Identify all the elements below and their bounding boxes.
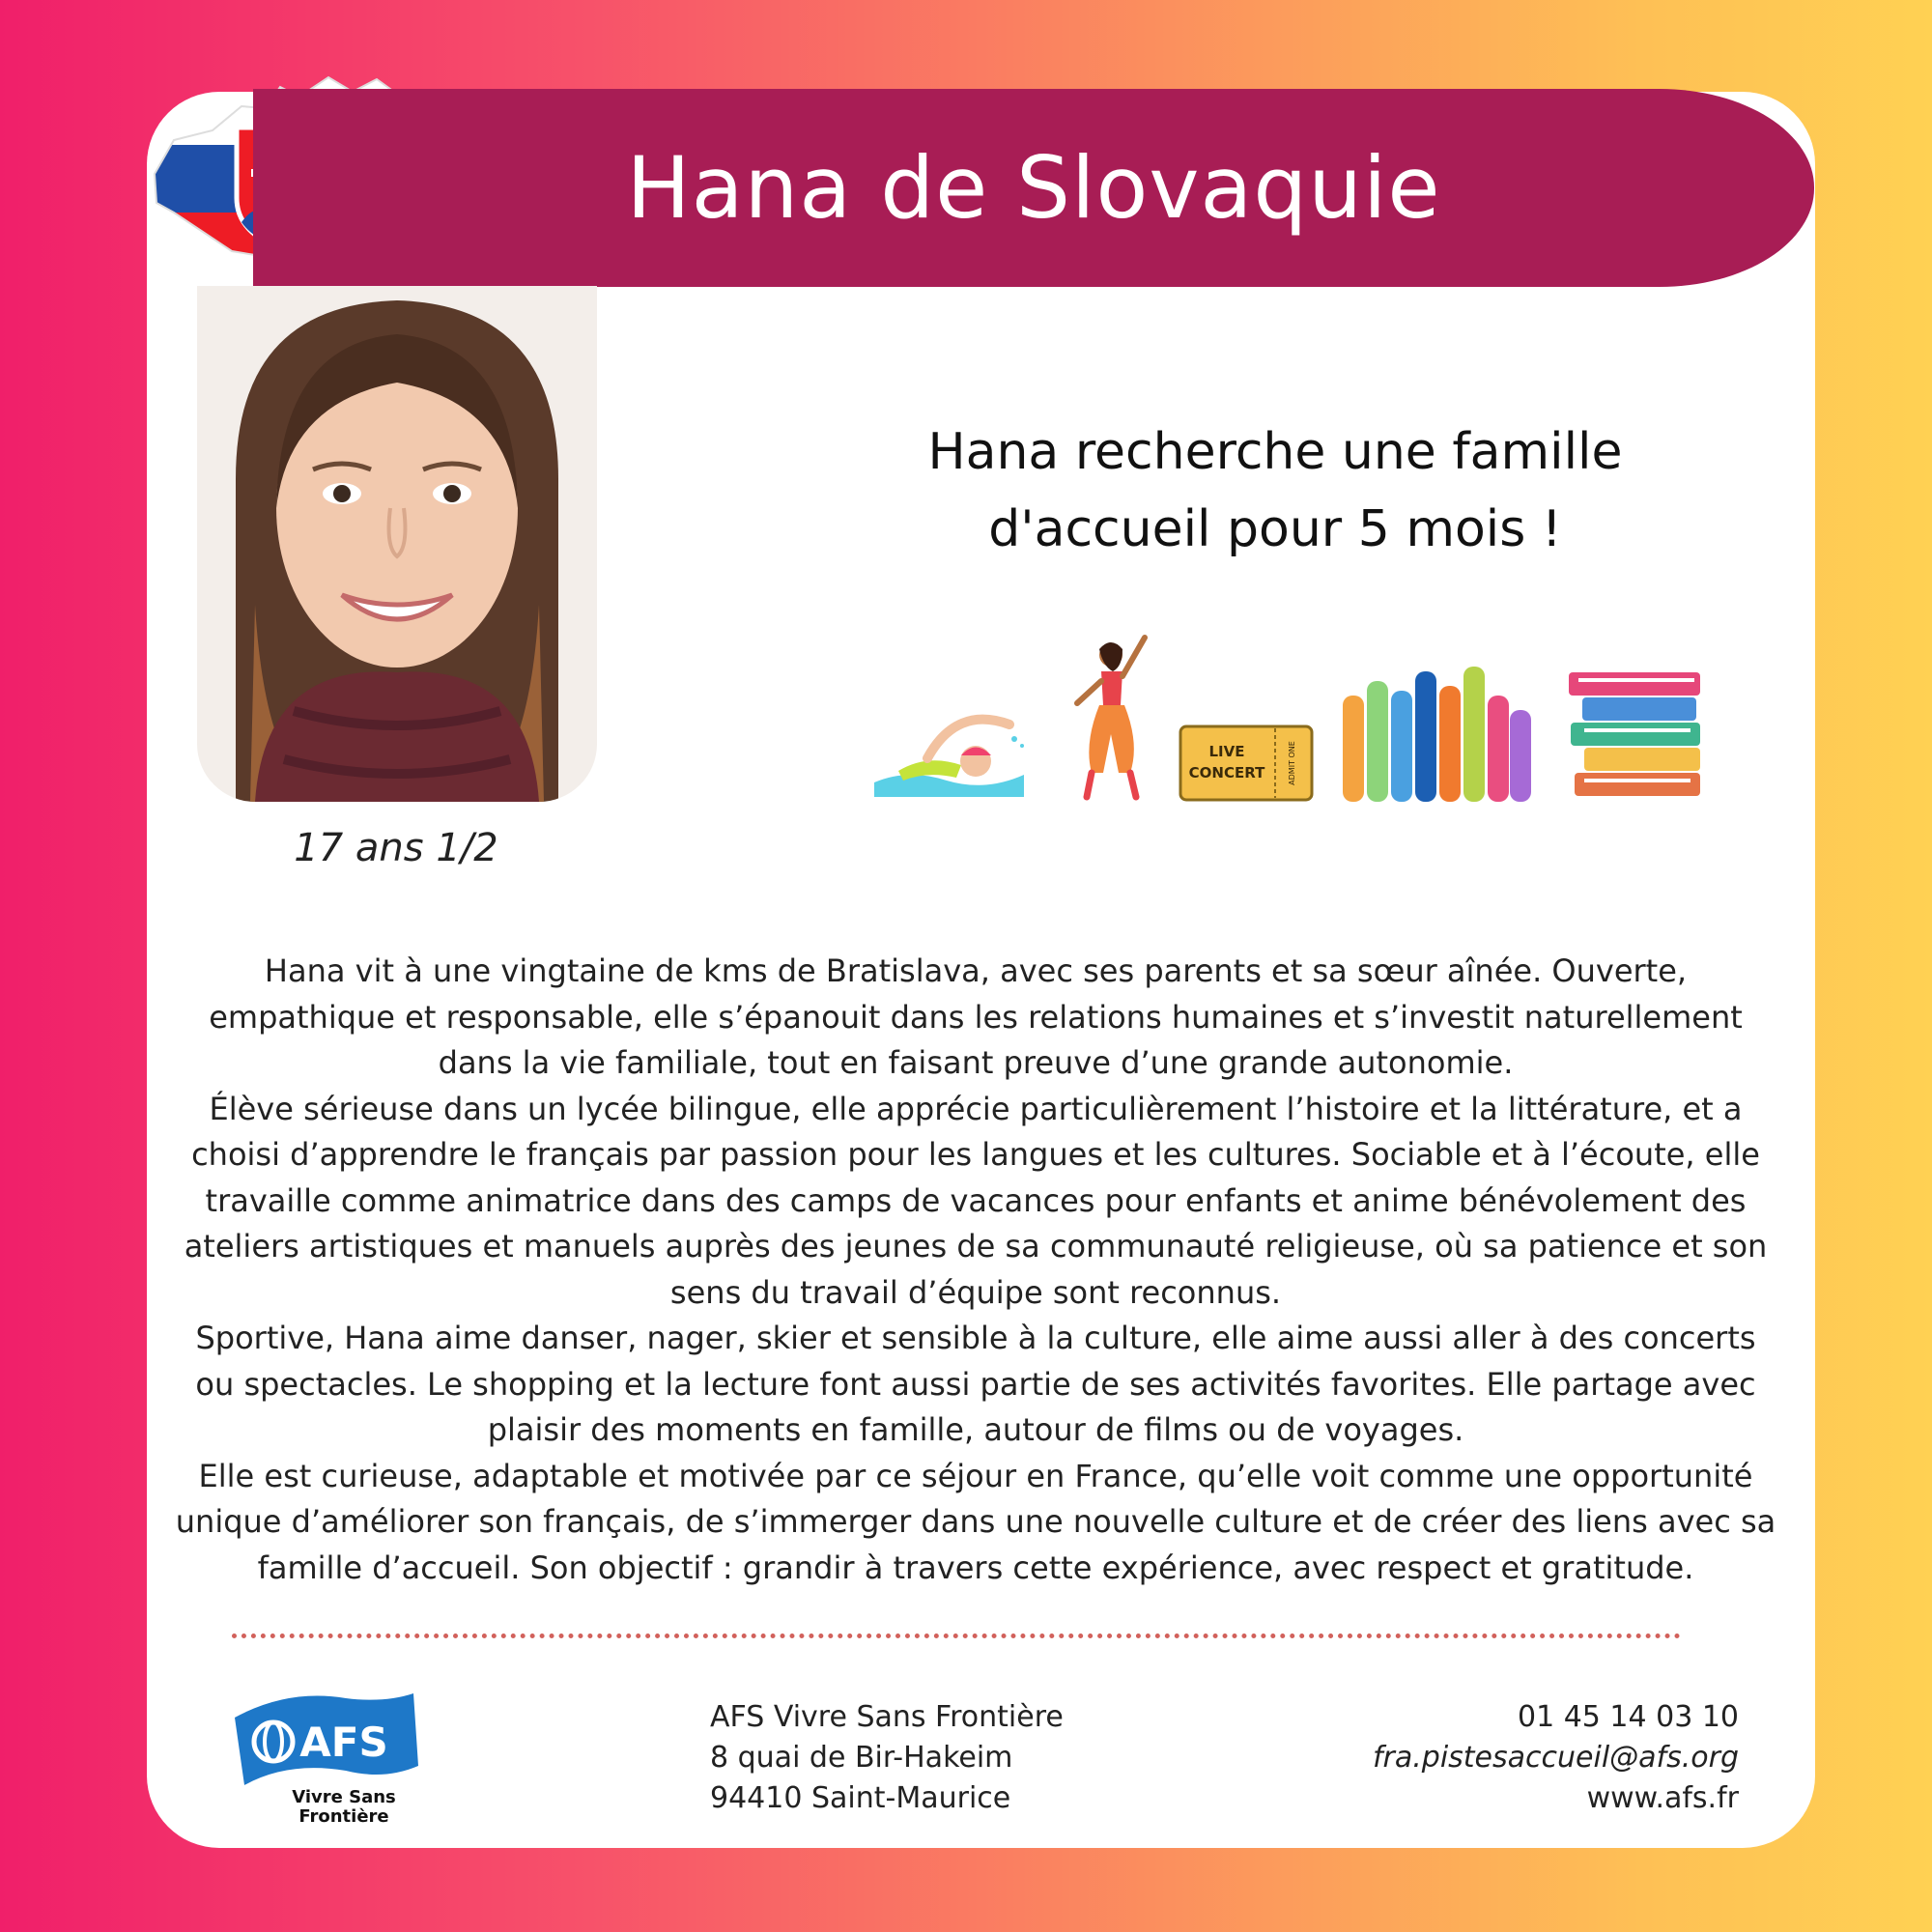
swimmer-icon: [869, 686, 1029, 802]
age-label: 17 ans 1/2: [294, 826, 498, 870]
address-organization: AFS Vivre Sans Frontière: [710, 1700, 1064, 1734]
website-link[interactable]: www.afs.fr: [1586, 1781, 1739, 1815]
address-street: 8 quai de Bir-Hakeim: [710, 1741, 1013, 1775]
phone-number: 01 45 14 03 10: [1517, 1700, 1739, 1734]
activity-icons: [869, 628, 1710, 802]
afs-logo: [230, 1689, 423, 1829]
bio-paragraph-1: Hana vit à une vingtaine de kms de Bratislava, avec ses parents et sa sœur aînée. Ouverte, empathique et responsable, elle s’épanouit dans les relations humaines et s’investit naturellement dans la vie familiale, tout en faisant preuve d’une grande autonomie.: [209, 952, 1743, 1081]
svg-text:LIVE: LIVE: [1208, 743, 1245, 760]
books-stack-icon: [1565, 667, 1710, 802]
svg-text:CONCERT: CONCERT: [1188, 764, 1265, 781]
svg-text:Frontière: Frontière: [298, 1806, 389, 1827]
postal-address: [710, 1697, 1193, 1819]
bio-paragraph-2: Élève sérieuse dans un lycée bilingue, elle apprécie particulièrement l’histoire et la littérature, et a choisi d’apprendre le français par passion pour les langues et les cultures. Sociable et à l’écoute, elle travaille comme animatrice dans des camps de vacances pour enfants et anime bénévolement des ateliers artistiques et manuels auprès des jeunes de sa communauté religieuse, où sa patience et son sens du travail d’équipe sont reconnus.: [184, 1090, 1768, 1311]
svg-text:Vivre Sans: Vivre Sans: [292, 1787, 396, 1807]
headline-line-1: Hana recherche une famille: [927, 423, 1623, 481]
bio-paragraph-3: Sportive, Hana aime danser, nager, skier et sensible à la culture, elle aime aussi aller à des concerts ou spectacles. Le shopping et la lecture font aussi partie de ses activités favorites. Elle partage avec plaisir des moments en famille, autour de films ou de voyages.: [195, 1320, 1756, 1448]
page-title: Hana de Slovaquie: [626, 138, 1441, 238]
dancer-icon: [1063, 628, 1159, 802]
email-link[interactable]: fra.pistesaccueil@afs.org: [1372, 1741, 1739, 1775]
address-city: 94410 Saint-Maurice: [710, 1781, 1011, 1815]
portrait-photo: [197, 286, 597, 802]
contact-info: [1256, 1697, 1739, 1819]
raised-hands-icon: [1333, 657, 1536, 802]
biography: [174, 949, 1777, 1591]
headline-line-2: d'accueil pour 5 mois !: [988, 500, 1562, 558]
bio-paragraph-4: Elle est curieuse, adaptable et motivée par ce séjour en France, qu’elle voit comme une opportunité unique d’améliorer son français, de s’immerger dans une nouvelle culture et de créer des liens avec sa famille d’accueil. Son objectif : grandir à travers cette expérience, avec respect et gratitude.: [175, 1457, 1776, 1586]
footer-divider: [232, 1634, 1681, 1638]
svg-text:ADMIT ONE: ADMIT ONE: [1288, 741, 1296, 785]
portrait-illustration: [197, 286, 597, 802]
svg-text:AFS: AFS: [299, 1719, 388, 1766]
concert-ticket-icon: [1179, 724, 1314, 802]
headline: [792, 413, 1758, 568]
